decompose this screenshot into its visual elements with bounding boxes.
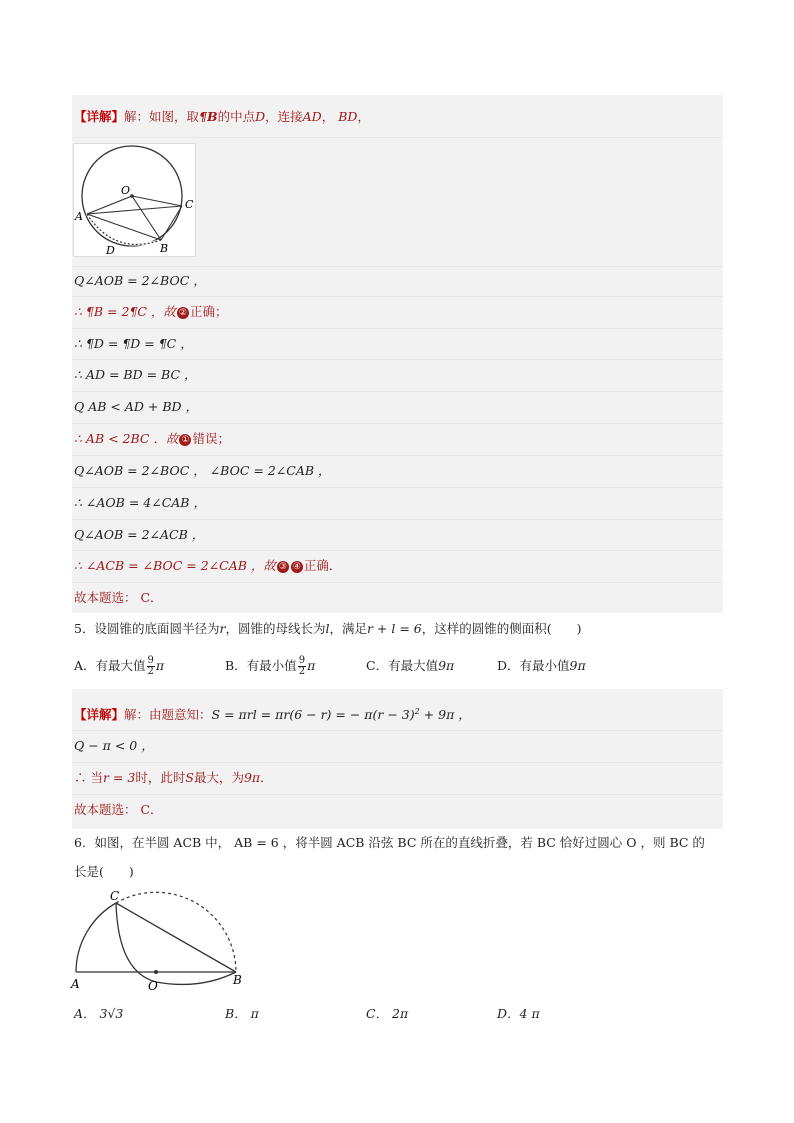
label-d: D bbox=[106, 244, 115, 256]
label-b: B bbox=[160, 242, 169, 255]
divider bbox=[72, 794, 723, 795]
semicircle-figure bbox=[70, 888, 250, 992]
q5-option-b[interactable]: B．有最小值 $\frac{9}{2}$ π bbox=[225, 655, 316, 677]
divider bbox=[72, 266, 723, 267]
q5-option-d[interactable]: D．有最小值9π bbox=[497, 658, 586, 673]
divider bbox=[72, 328, 723, 329]
divider bbox=[72, 730, 723, 731]
solution-5-intro: 【详解】解：由题意知：S = πrl = πr(6 − r) = − $\pi(r - 3)^2 + 9\pi$ ， bbox=[74, 707, 471, 723]
sol4-line-6: ∴ AB < 2BC ．故 ① 错误； bbox=[74, 431, 230, 446]
sol4-line-5: Q AB < AD + BD ， bbox=[74, 399, 199, 414]
sol4-line-2: ∴ ¶B = 2¶C ，故 ② 正确； bbox=[74, 304, 228, 319]
divider bbox=[72, 359, 723, 360]
divider bbox=[72, 550, 723, 551]
sol5-line-1: Q − π < 0 ， bbox=[74, 738, 154, 753]
question-6-line-2: 长是( ) bbox=[74, 864, 134, 879]
sol5-answer: 故本题选： C． bbox=[74, 802, 163, 817]
label-c: C bbox=[110, 889, 120, 903]
sol4-line-4: ∴ AD = BD = BC ， bbox=[74, 367, 197, 382]
sol4-line-8: ∴ ∠AOB = 4∠CAB ， bbox=[74, 495, 206, 510]
divider bbox=[72, 391, 723, 392]
sol4-line-7: Q∠AOB = 2∠BOC ， ∠BOC = 2∠CAB ， bbox=[74, 463, 331, 478]
sol4-line-9: Q∠AOB = 2∠ACB ， bbox=[74, 527, 205, 542]
sol4-line-10: ∴ ∠ACB = ∠BOC = 2∠CAB ，故 ③ ④ 正确． bbox=[74, 558, 342, 573]
divider bbox=[72, 455, 723, 456]
sol4-answer: 故本题选： C． bbox=[74, 590, 163, 605]
sol5-line-2: ∴ 当r = 3时，此时S最大，为9π． bbox=[74, 770, 273, 785]
label-a: A bbox=[75, 210, 83, 223]
label-a: A bbox=[71, 977, 80, 991]
divider bbox=[72, 423, 723, 424]
q6-option-b[interactable]: B． π bbox=[225, 1006, 259, 1021]
label-o: O bbox=[121, 184, 131, 197]
question-6-line-1: 6．如图，在半圆 ACB 中， AB = 6 ，将半圆 ACB 沿弦 BC 所在的直线折叠，若 BC 恰好过圆心 O ，则 BC 的 bbox=[74, 835, 705, 850]
q5-option-a[interactable]: A．有最大值 $\frac{9}{2}$ π bbox=[74, 655, 165, 677]
label-o: O bbox=[148, 979, 158, 992]
question-5: 5．设圆锥的底面圆半径为r，圆锥的母线长为l，满足r + l = 6，这样的圆锥的侧面积( ) bbox=[74, 621, 582, 636]
q6-option-d[interactable]: D．4 π bbox=[497, 1006, 540, 1021]
q6-option-c[interactable]: C． 2π bbox=[366, 1006, 409, 1021]
divider bbox=[72, 582, 723, 583]
divider bbox=[72, 296, 723, 297]
q6-option-a[interactable]: A． 3√3 bbox=[74, 1006, 124, 1021]
sol4-line-3: ∴ ¶D = ¶D = ¶C ， bbox=[74, 336, 193, 351]
sol4-line-1: Q∠AOB = 2∠BOC ， bbox=[74, 273, 206, 288]
divider bbox=[72, 762, 723, 763]
circle-figure bbox=[73, 143, 196, 257]
label-b: B bbox=[233, 973, 242, 987]
q5-option-c[interactable]: C．有最大值9π bbox=[366, 658, 455, 673]
divider bbox=[72, 487, 723, 488]
solution-4-intro: 【详解】解：如图，取¶B的中点D，连接AD， BD， bbox=[74, 109, 370, 124]
divider bbox=[72, 519, 723, 520]
label-c: C bbox=[185, 198, 194, 211]
divider bbox=[72, 137, 723, 138]
